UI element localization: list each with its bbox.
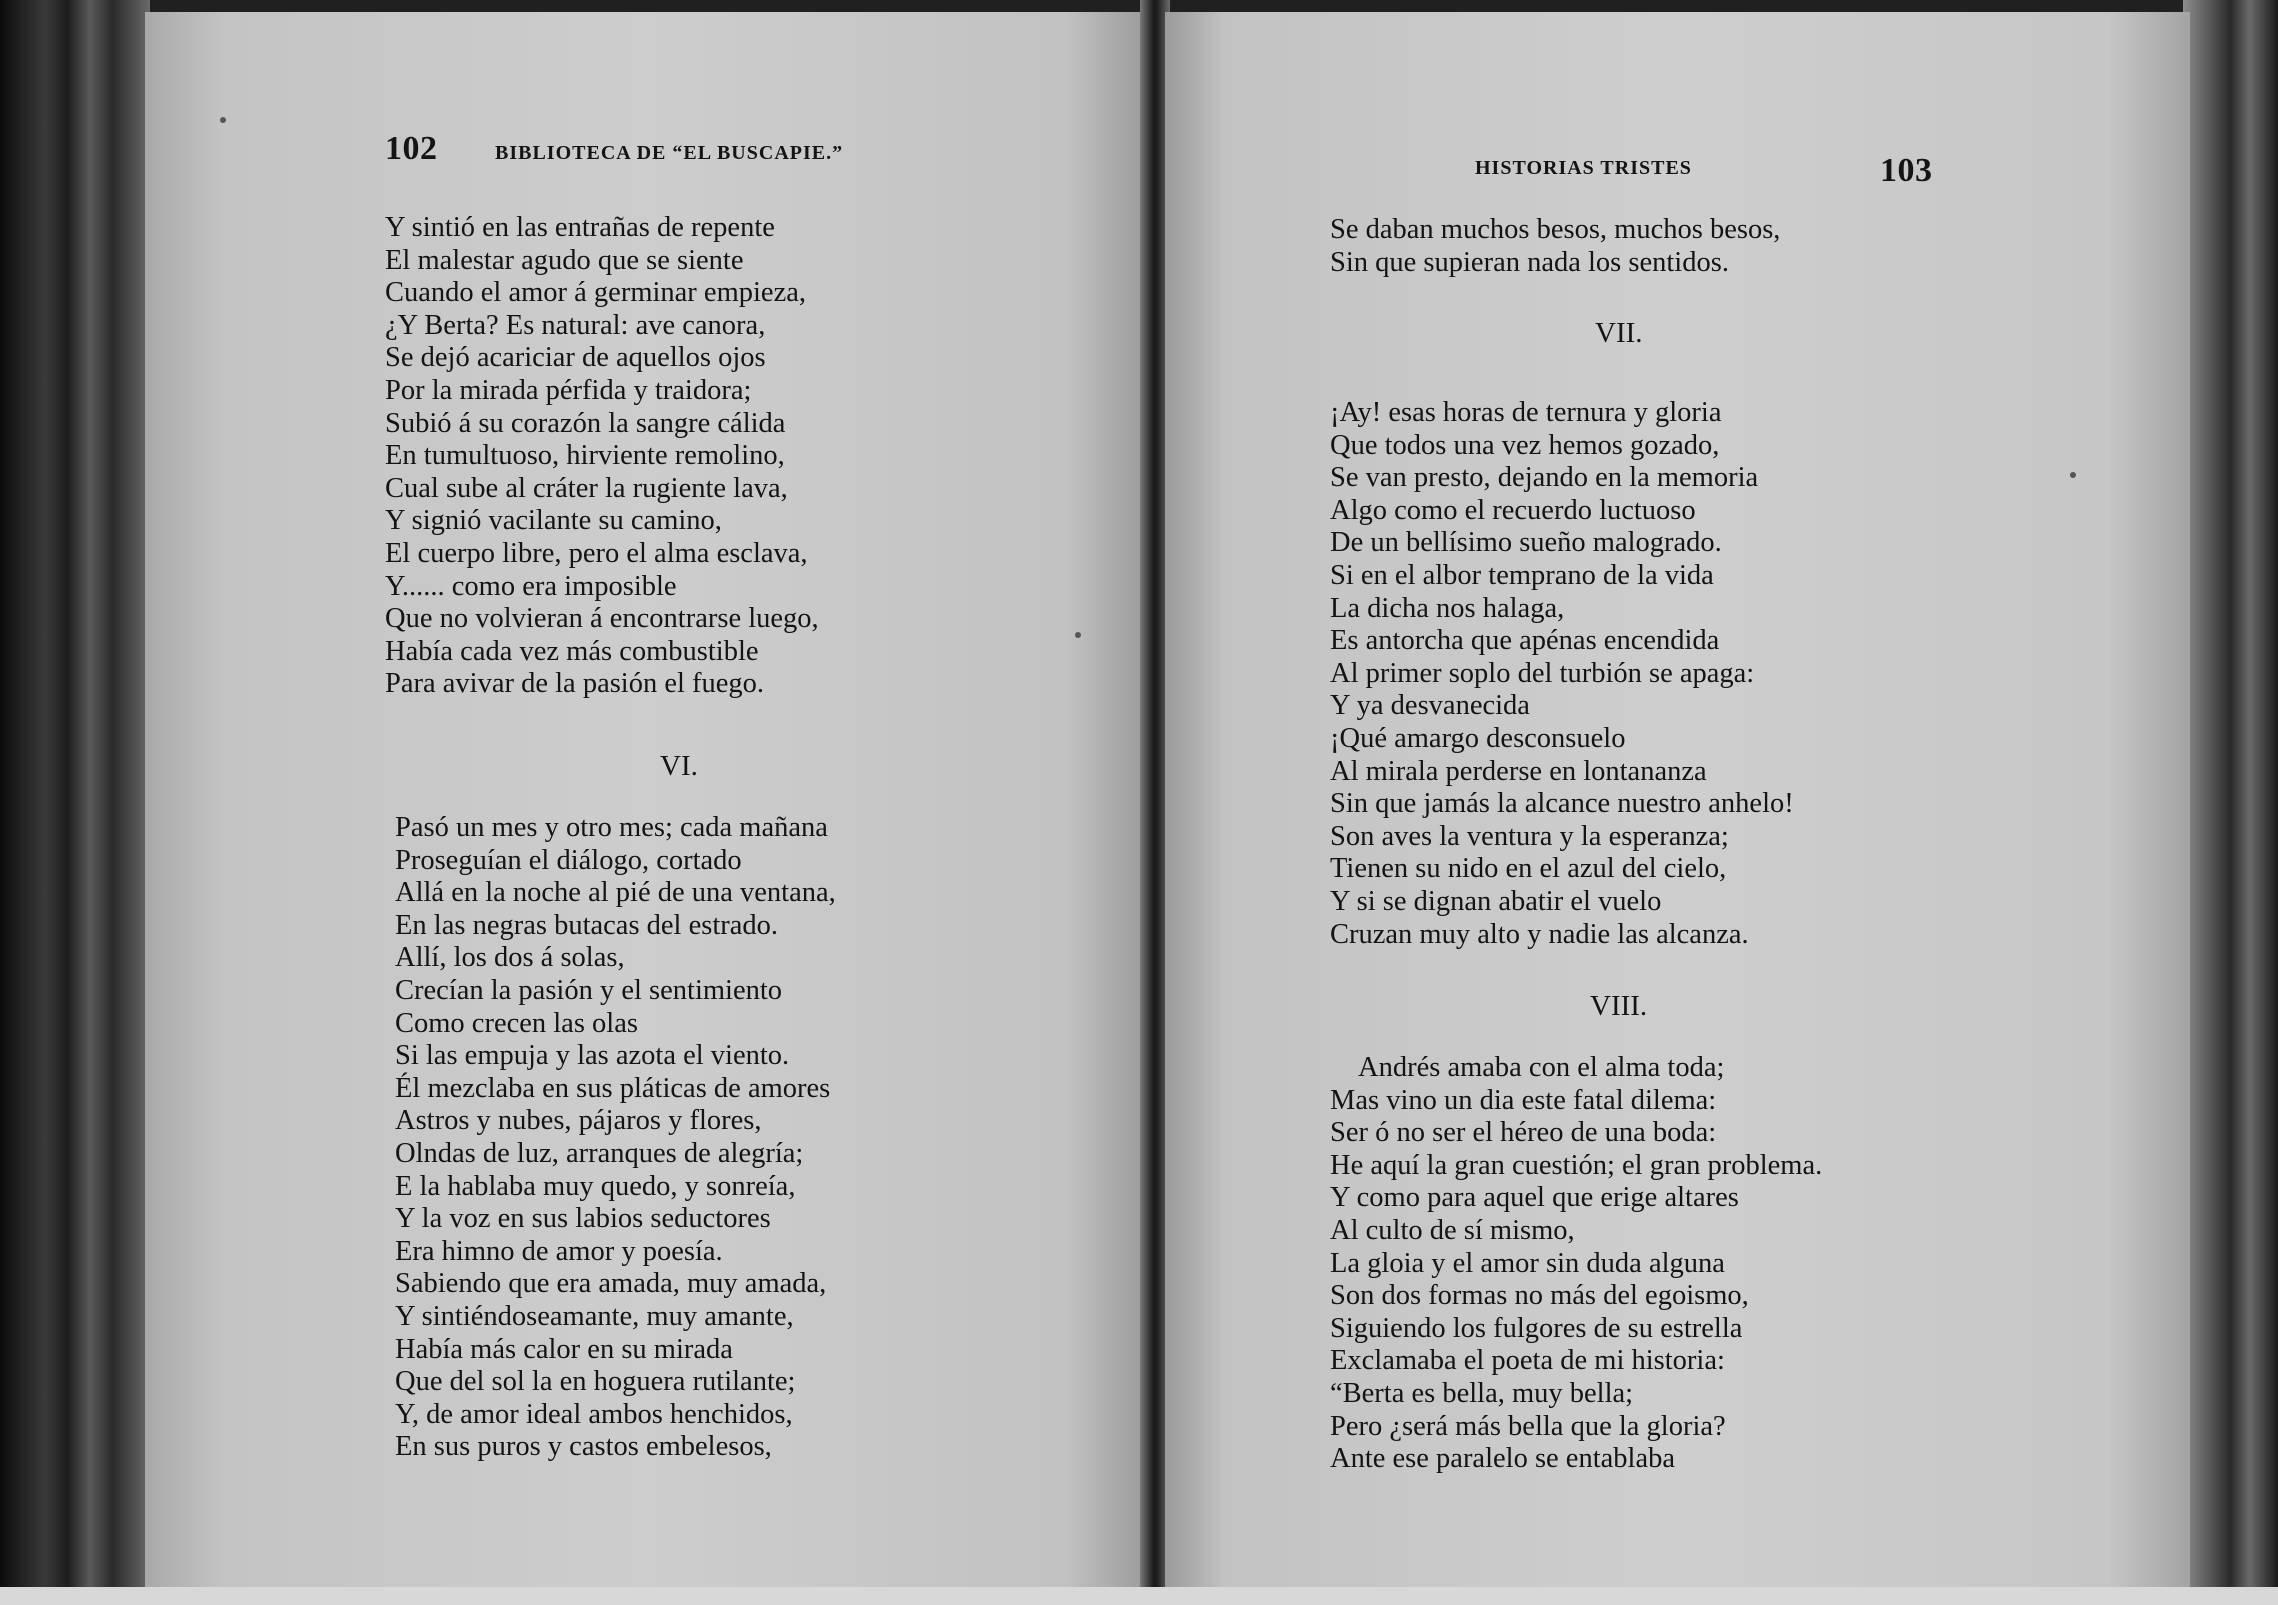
verse-line: Sabiendo que era amada, muy amada,	[395, 1268, 827, 1300]
right-stanza-2	[1330, 397, 1794, 951]
verse-line: Había más calor en su mirada	[395, 1333, 733, 1365]
verse-line: He aquí la gran cuestión; el gran problema.	[1330, 1149, 1823, 1181]
verse-line: De un bellísimo sueño malogrado.	[1330, 527, 1722, 559]
verse-line: Exclamaba el poeta de mi historia:	[1330, 1345, 1725, 1377]
verse-line: Allá en la noche al pié de una ventana,	[395, 877, 836, 909]
section-heading-vi: VI.	[660, 750, 698, 782]
section-heading-vii: VII.	[1595, 317, 1643, 349]
verse-line: E la hablaba muy quedo, y sonreía,	[395, 1170, 796, 1202]
verse-line: Cruzan muy alto y nadie las alcanza.	[1330, 918, 1749, 950]
verse-line: Que todos una vez hemos gozado,	[1330, 429, 1720, 461]
verse-line: Se daban muchos besos, muchos besos,	[1330, 214, 1781, 245]
verse-line: Allí, los dos á solas,	[395, 942, 625, 974]
right-page-number: 103	[1880, 152, 1933, 189]
verse-line: El cuerpo libre, pero el alma esclava,	[385, 537, 808, 569]
verse-line: Cual sube al cráter la rugiente lava,	[385, 472, 788, 504]
ink-speck	[220, 117, 226, 123]
verse-line: Al primer soplo del turbión se apaga:	[1330, 657, 1755, 689]
verse-line: Son dos formas no más del egoismo,	[1330, 1280, 1749, 1312]
verse-line: Algo como el recuerdo luctuoso	[1330, 494, 1696, 526]
right-running-head: HISTORIAS TRISTES	[1475, 157, 1692, 179]
verse-line: Y si se dignan abatir el vuelo	[1330, 885, 1662, 917]
verse-line: Pero ¿será más bella que la gloria?	[1330, 1410, 1726, 1442]
verse-line: Siguiendo los fulgores de su estrella	[1330, 1312, 1743, 1344]
left-stanza-2	[395, 812, 836, 1464]
section-heading-viii: VIII.	[1590, 990, 1648, 1022]
verse-line: Que del sol la en hoguera rutilante;	[395, 1366, 796, 1398]
verse-line: Al mirala perderse en lontananza	[1330, 755, 1707, 787]
verse-line: La dicha nos halaga,	[1330, 592, 1565, 624]
verse-line: Se van presto, dejando en la memoria	[1330, 462, 1759, 494]
verse-line: Por la mirada pérfida y traidora;	[385, 374, 752, 406]
verse-line: Tienen su nido en el azul del cielo,	[1330, 853, 1727, 885]
right-stanza-1	[1330, 214, 1780, 279]
verse-line: Crecían la pasión y el sentimiento	[395, 974, 783, 1006]
verse-line: Al culto de sí mismo,	[1330, 1214, 1575, 1246]
left-stanza-1	[385, 212, 819, 701]
verse-line: El malestar agudo que se siente	[385, 244, 744, 276]
verse-line: Si las empuja y las azota el viento.	[395, 1040, 790, 1072]
verse-line: ¿Y Berta? Es natural: ave canora,	[385, 309, 766, 341]
verse-line: Y signió vacilante su camino,	[385, 505, 722, 537]
verse-line: Que no volvieran á encontrarse luego,	[385, 603, 819, 635]
right-page	[1165, 12, 2190, 1597]
verse-line: Olndas de luz, arranques de alegría;	[395, 1137, 804, 1169]
verse-line: Para avivar de la pasión el fuego.	[385, 668, 765, 700]
verse-line: Ser ó no ser el héreo de una boda:	[1330, 1117, 1717, 1149]
right-stanza-3	[1330, 1052, 1822, 1476]
verse-line: Sin que supieran nada los sentidos.	[1330, 246, 1729, 278]
verse-line: La gloia y el amor sin duda alguna	[1330, 1247, 1725, 1279]
left-page	[145, 12, 1145, 1597]
verse-line: Y la voz en sus labios seductores	[395, 1203, 771, 1235]
verse-line: Son aves la ventura y la esperanza;	[1330, 820, 1729, 852]
verse-line: Sin que jamás la alcance nuestro anhelo!	[1330, 788, 1794, 820]
verse-line: ¡Qué amargo desconsuelo	[1330, 722, 1626, 754]
verse-line: Y, de amor ideal ambos henchidos,	[395, 1398, 793, 1430]
left-running-head: BIBLIOTECA DE “EL BUSCAPIE.”	[495, 142, 844, 164]
verse-line: Era himno de amor y poesía.	[395, 1235, 723, 1267]
verse-line: Pasó un mes y otro mes; cada mañana	[395, 812, 828, 843]
verse-line: En sus puros y castos embelesos,	[395, 1431, 772, 1463]
verse-line: Y...... como era imposible	[385, 570, 677, 602]
verse-line: Subió á su corazón la sangre cálida	[385, 407, 786, 439]
verse-line: Es antorcha que apénas encendida	[1330, 625, 1720, 657]
verse-line: Proseguían el diálogo, cortado	[395, 844, 742, 876]
left-book-edge	[0, 0, 150, 1605]
verse-line: En las negras butacas del estrado.	[395, 909, 779, 941]
verse-line: Cuando el amor á germinar empieza,	[385, 277, 806, 309]
ink-speck	[1075, 632, 1081, 638]
verse-line: Había cada vez más combustible	[385, 635, 759, 667]
verse-line: Mas vino un dia este fatal dilema:	[1330, 1084, 1717, 1116]
verse-line: “Berta es bella, muy bella;	[1330, 1377, 1634, 1409]
left-page-number: 102	[385, 130, 438, 167]
verse-line: Él mezclaba en sus pláticas de amores	[395, 1072, 831, 1104]
verse-line: Andrés amaba con el alma toda;	[1358, 1052, 1725, 1083]
ink-speck	[2070, 472, 2076, 478]
verse-line: Ante ese paralelo se entablaba	[1330, 1443, 1675, 1475]
right-book-edge	[2183, 0, 2278, 1605]
verse-line: Se dejó acariciar de aquellos ojos	[385, 342, 766, 374]
verse-line: Y sintió en las entrañas de repente	[385, 212, 775, 243]
verse-line: Astros y nubes, pájaros y flores,	[395, 1105, 762, 1137]
verse-line: Y ya desvanecida	[1330, 690, 1530, 722]
scan-bottom-edge	[0, 1587, 2278, 1605]
verse-line: En tumultuoso, hirviente remolino,	[385, 440, 785, 472]
verse-line: Y sintiéndoseamante, muy amante,	[395, 1300, 794, 1332]
verse-line: Y como para aquel que erige altares	[1330, 1182, 1739, 1214]
verse-line: Si en el albor temprano de la vida	[1330, 559, 1714, 591]
verse-line: Como crecen las olas	[395, 1007, 638, 1039]
verse-line: ¡Ay! esas horas de ternura y gloria	[1330, 397, 1722, 428]
